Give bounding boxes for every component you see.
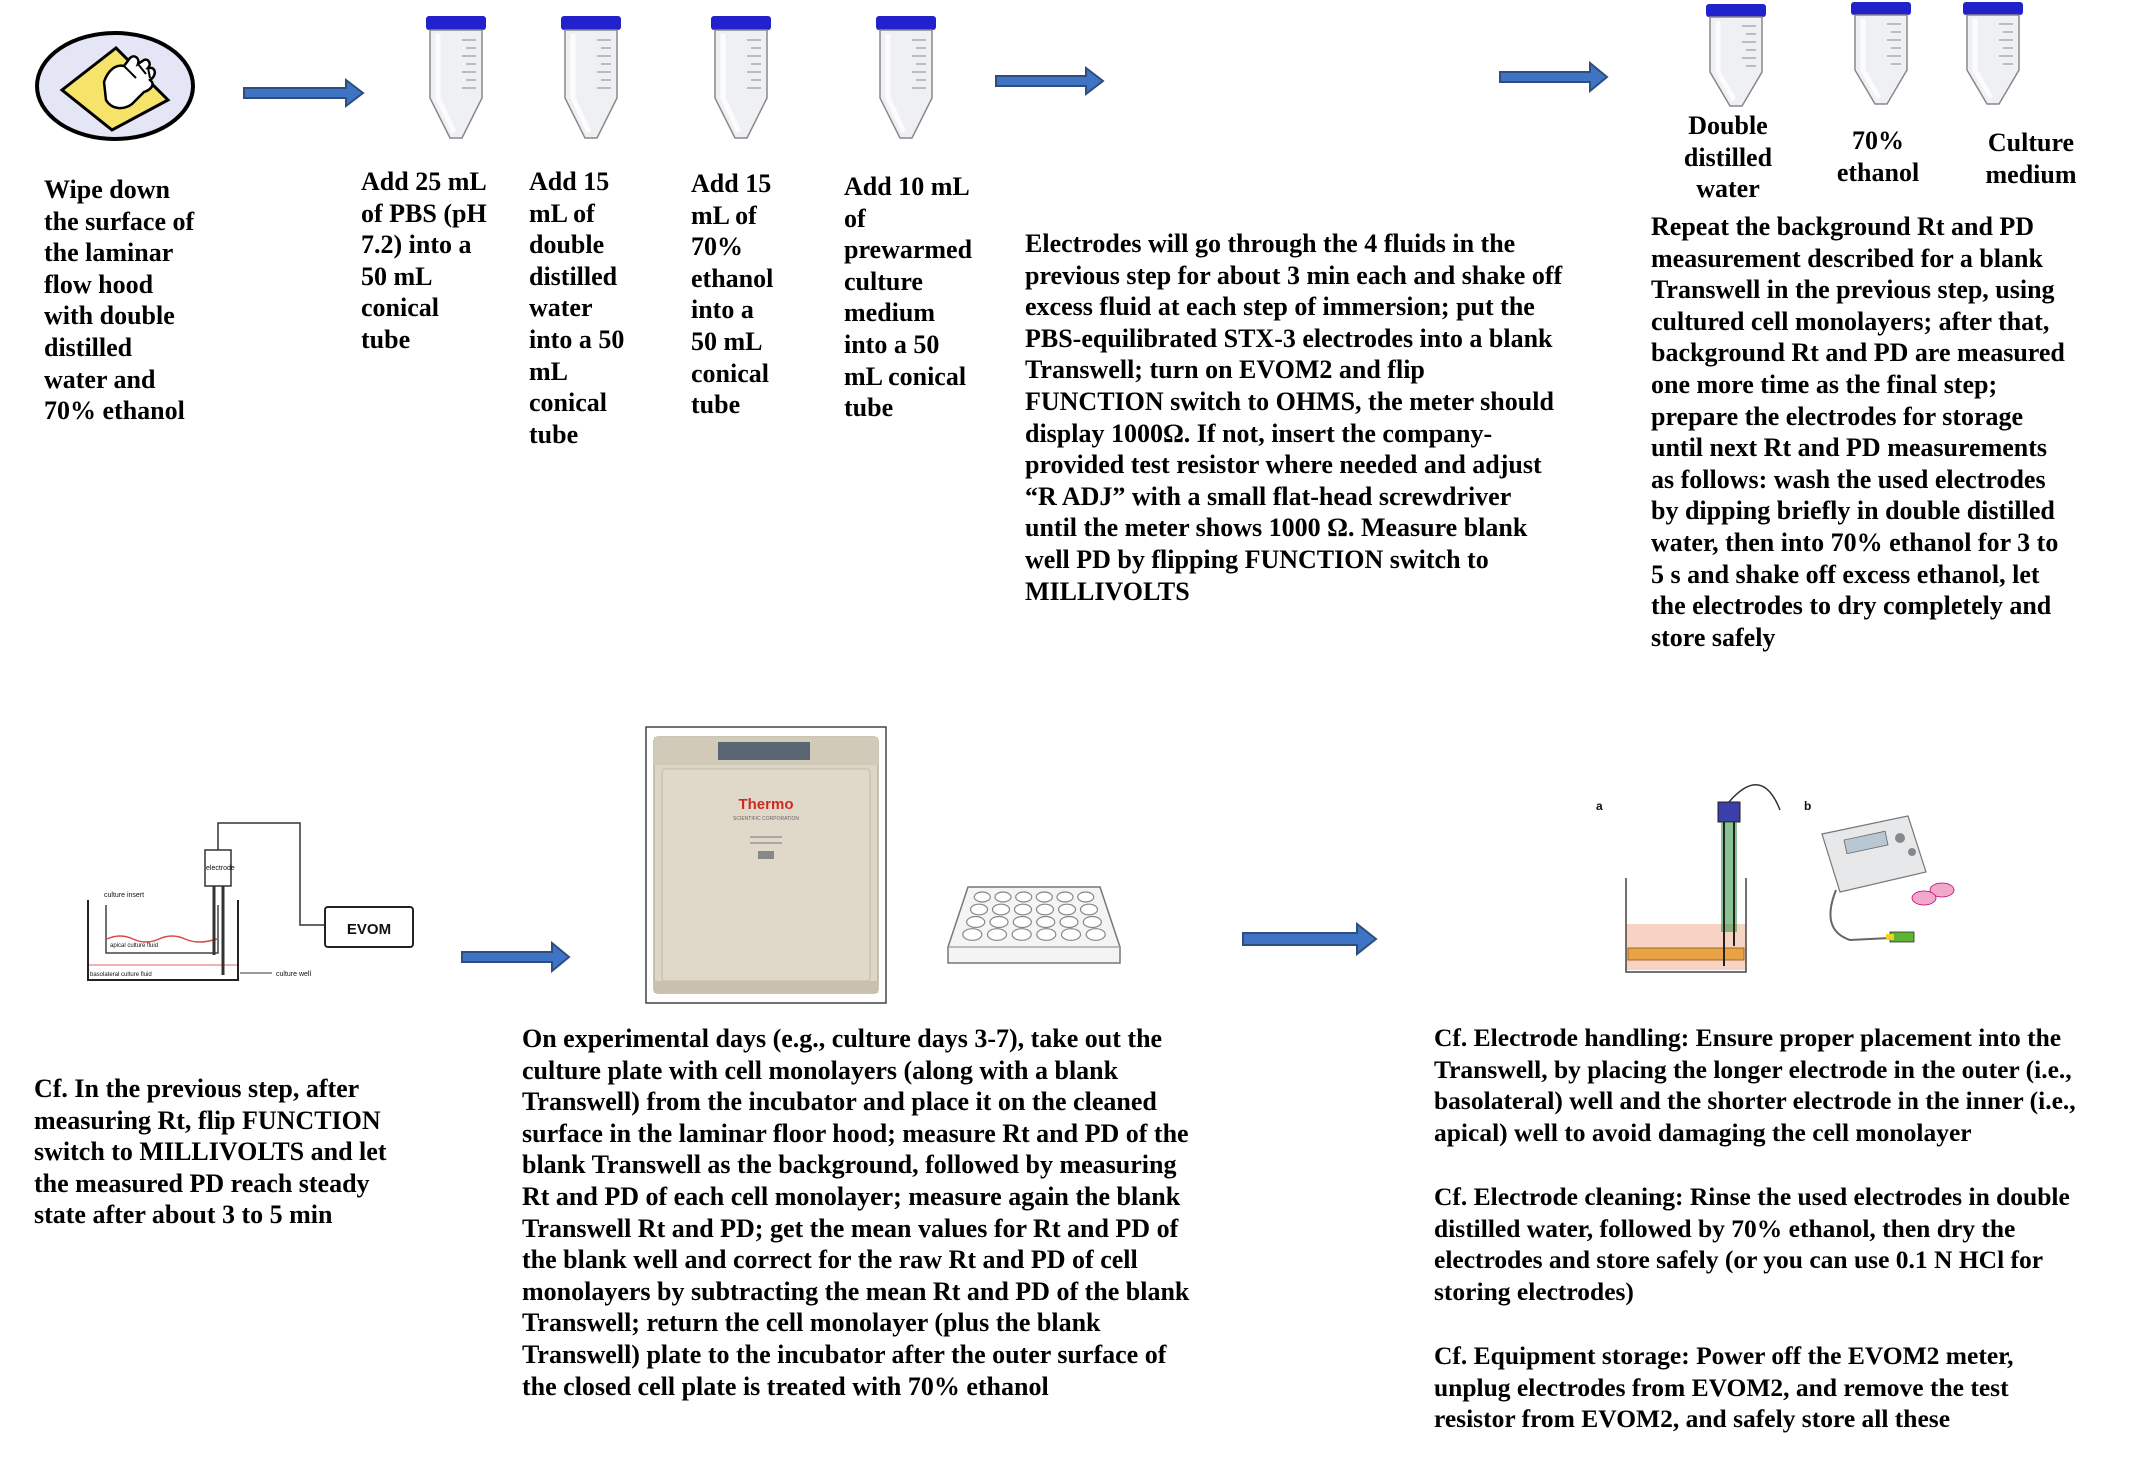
plate-well — [1062, 929, 1081, 941]
conical-tube-icon — [1704, 2, 1768, 108]
plate-well — [988, 929, 1007, 941]
arrow-right-icon — [1243, 923, 1377, 955]
plate-well — [995, 892, 1011, 902]
panel-label-a: a — [1596, 799, 1603, 813]
plate-well — [1059, 904, 1076, 915]
plate-well — [1015, 904, 1032, 915]
step-experimental-text: On experimental days (e.g., culture days 3-7), take out the culture plate with cell monolayers (along with a blank Transwell) from the incubator and place it on the cleaned surface in the laminar floor hood; measure Rt and PD of the blank Transwell as the background, followed by measuring Rt and PD of each cell monolayer; measure again the blank Transwell Rt and PD; get the mean values for Rt and PD of the blank well and correct for the raw Rt and PD of cell monolayers by subtracting the mean Rt and PD of the blank Transwell; return the cell monolayer (plus the blank Transwell) plate to the incubator after the outer surface of the closed cell plate is treated with 70% ethanol — [522, 1024, 1190, 1401]
conical-tube-icon — [709, 14, 773, 140]
arrow-right-icon — [244, 79, 364, 107]
plate-well — [1057, 892, 1073, 902]
incubator-brand: Thermo — [738, 796, 794, 813]
conical-tube-icon — [874, 14, 938, 140]
arrow-right-icon — [1500, 62, 1608, 92]
incubator-subline: SCIENTIFIC CORPORATION — [732, 816, 800, 822]
arrow-right-icon — [996, 67, 1104, 95]
plate-well — [1086, 929, 1105, 941]
step-tube-ethanol-text: Add 15 mL of 70% ethanol into a 50 mL conical tube — [691, 169, 774, 420]
evom-label: EVOM — [346, 921, 392, 938]
plate-well — [963, 929, 982, 941]
conical-tube-icon — [424, 14, 488, 140]
plate-well — [990, 917, 1008, 928]
plate-well — [993, 904, 1010, 915]
plate-well — [1081, 904, 1098, 915]
step-tube-water-text: Add 15 mL of double distilled water into a 50 mL conical tube — [529, 167, 625, 449]
plate-well — [1036, 892, 1052, 902]
cf-pd-text: Cf. In the previous step, after measuring Rt, flip FUNCTION switch to MILLIVOLTS and let the measured PD reach steady state after about 3 to 5 min — [34, 1074, 387, 1230]
basolateral-fluid-label: basolateral culture fluid — [90, 972, 152, 978]
wash-tube-label-ethanol: 70% ethanol — [1836, 126, 1920, 187]
plate-well — [1037, 929, 1056, 941]
conical-tube-icon — [1849, 0, 1913, 106]
step-repeat-text: Repeat the background Rt and PD measurement described for a blank Transwell in the previous step, using cultured cell monolayers; after that, background Rt and PD are measured one more time as the final step; prepare the electrodes for storage until next Rt and PD measurements as follows: wash the used electrodes by dipping briefly in double distilled water, then into 70% ethanol for 3 to 5 s and shake off excess ethanol, let the electrodes to dry completely and store safely — [1651, 212, 2065, 652]
step-electrodes-text: Electrodes will go through the 4 fluids in the previous step for about 3 min each and shake off excess fluid at each step of immersion; put the PBS-equilibrated STX-3 electrodes into a blank Transwell; turn on EVOM2 and flip FUNCTION switch to OHMS, the meter should display 1000Ω. If not, insert the company- provided test resistor where needed and adjust “R ADJ” with a small flat-head screwdriver until the meter shows 1000 Ω. Measure blank well PD by flipping FUNCTION switch to MILLIVOLTS — [1025, 229, 1563, 606]
conical-tube-icon — [1961, 0, 2025, 106]
electrode-equipment-image — [1590, 780, 1950, 980]
step-tube-pbs-text: Add 25 mL of PBS (pH 7.2) into a 50 mL conical tube — [361, 167, 487, 354]
culture-well-label: culture well — [276, 971, 312, 978]
step-tube-medium-text: Add 10 mL of prewarmed culture medium into a 50 mL conical tube — [844, 172, 973, 423]
plate-well — [967, 917, 985, 928]
plate-well — [1013, 917, 1031, 928]
cf-electrode-cleaning-text: Cf. Electrode cleaning: Rinse the used electrodes in double distilled water, followed by 70% ethanol, then dry the electrodes and store safely (or you can use 0.1 N HCl for storing electrodes) — [1434, 1182, 2070, 1306]
wash-tube-label-medium: Culture medium — [1985, 128, 2077, 189]
cf-equipment-storage-text: Cf. Equipment storage: Power off the EVOM2 meter, unplug electrodes from EVOM2, and remove the test resistor from EVOM2, and safely store all these — [1434, 1341, 2014, 1434]
apical-fluid-label: apical culture fluid — [110, 943, 159, 949]
arrow-right-icon — [462, 942, 570, 972]
electrode-label: electrode — [206, 865, 235, 872]
culture-plate-icon — [946, 885, 1122, 971]
culture-insert-label: culture insert — [104, 892, 145, 899]
evom-setup-diagram — [80, 815, 420, 985]
cf-electrode-handling-text: Cf. Electrode handling: Ensure proper placement into the Transwell, by placing the longer electrode in the outer (i.e., basolateral) well and the shorter electrode in the inner (i.e., apical) well to avoid damaging the cell monolayer — [1434, 1023, 2076, 1147]
plate-well — [1083, 917, 1101, 928]
wipe-hand-icon — [34, 30, 196, 142]
panel-label-b: b — [1804, 799, 1812, 813]
plate-well — [1078, 892, 1094, 902]
plate-well — [1016, 892, 1032, 902]
plate-well — [1037, 917, 1055, 928]
plate-well — [971, 904, 988, 915]
plate-well — [974, 892, 990, 902]
conical-tube-icon — [559, 14, 623, 140]
incubator-image — [646, 727, 886, 1003]
plate-well — [1012, 929, 1031, 941]
step-wipe-text: Wipe down the surface of the laminar flow hood with double distilled water and 70% ethanol — [44, 175, 195, 426]
plate-well — [1037, 904, 1054, 915]
plate-well — [1060, 917, 1078, 928]
wash-tube-label-water: Double distilled water — [1683, 111, 1773, 204]
